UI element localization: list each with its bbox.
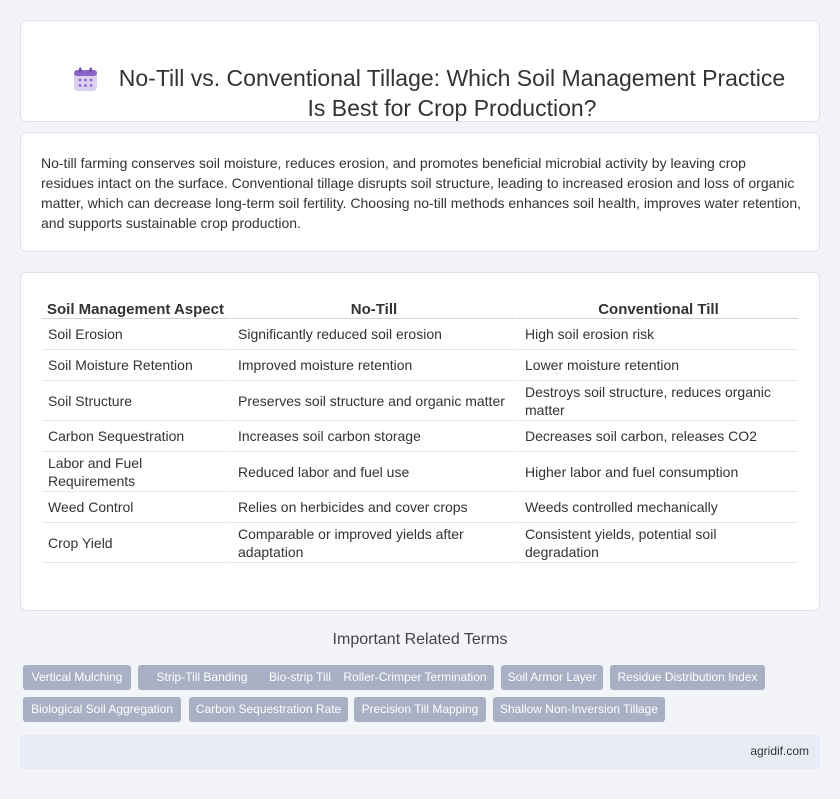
table-cell-conventional-till: High soil erosion risk [516, 319, 798, 350]
table-cell-conventional-till: Decreases soil carbon, releases CO2 [516, 421, 798, 452]
column-header-no-till: No-Till [229, 295, 516, 319]
calendar-icon [73, 67, 98, 92]
table-cell-conventional-till: Weeds controlled mechanically [516, 492, 798, 523]
table-row [42, 381, 798, 421]
tag-biological-soil-aggregation[interactable]: Biological Soil Aggregation [23, 697, 181, 722]
table-cell-conventional-till: Higher labor and fuel consumption [516, 452, 798, 492]
table-cell-aspect: Labor and Fuel Requirements [42, 452, 229, 492]
column-header-aspect: Soil Management Aspect [42, 295, 229, 319]
related-terms-heading: Important Related Terms [332, 631, 508, 648]
table-cell-no-till: Reduced labor and fuel use [229, 452, 516, 492]
tag-bio-strip-till[interactable]: Bio-strip Till [250, 665, 350, 690]
table-cell-aspect: Soil Moisture Retention [42, 350, 229, 381]
table-cell-no-till: Comparable or improved yields after adaptation [229, 523, 516, 563]
tag-residue-distribution-index[interactable]: Residue Distribution Index [610, 665, 765, 690]
tag-strip-till-banding[interactable]: Strip-Till Banding [138, 665, 266, 690]
column-header-conventional-till: Conventional Till [516, 295, 798, 319]
table-cell-conventional-till: Destroys soil structure, reduces organic matter [516, 381, 798, 421]
title-card [20, 20, 820, 122]
table-cell-no-till: Significantly reduced soil erosion [229, 319, 516, 350]
table-row [42, 319, 798, 350]
tag-shallow-non-inversion-tillage[interactable]: Shallow Non-Inversion Tillage [493, 697, 665, 722]
table-cell-no-till: Increases soil carbon storage [229, 421, 516, 452]
tag-soil-armor-layer[interactable]: Soil Armor Layer [501, 665, 603, 690]
table-cell-aspect: Carbon Sequestration [42, 421, 229, 452]
table-cell-aspect: Soil Erosion [42, 319, 229, 350]
table-cell-aspect: Soil Structure [42, 381, 229, 421]
table-row [42, 492, 798, 523]
tag-roller-crimper-termination[interactable]: Roller-Crimper Termination [336, 665, 494, 690]
summary-text: No-till farming conserves soil moisture, reduces erosion, and promotes beneficial microbial activity by leaving crop residues intact on the surface. Conventional tillage disrupts soil structure, leading to increased erosion and loss of organic matter, which can decrease long-term soil fertility. Choosing no-till methods enhances soil health, improves water retention, and supports sustainable crop production. [41, 155, 801, 231]
table-cell-aspect: Crop Yield [42, 523, 229, 563]
page-title: No-Till vs. Conventional Tillage: Which Soil Management Practice Is Best for Crop Production? [118, 65, 786, 121]
table-row [42, 350, 798, 381]
table-cell-aspect: Weed Control [42, 492, 229, 523]
tag-precision-till-mapping[interactable]: Precision Till Mapping [354, 697, 486, 722]
comparison-table [42, 295, 798, 563]
footer-site-link[interactable]: agridif.com [750, 744, 809, 758]
tag-carbon-sequestration-rate[interactable]: Carbon Sequestration Rate [189, 697, 348, 722]
table-row [42, 523, 798, 563]
table-header-row [42, 295, 798, 319]
table-row [42, 452, 798, 492]
table-cell-conventional-till: Consistent yields, potential soil degradation [516, 523, 798, 563]
table-cell-conventional-till: Lower moisture retention [516, 350, 798, 381]
footer [20, 735, 820, 769]
summary-card [20, 132, 820, 252]
tag-vertical-mulching[interactable]: Vertical Mulching [23, 665, 131, 690]
table-cell-no-till: Preserves soil structure and organic matter [229, 381, 516, 421]
table-cell-no-till: Relies on herbicides and cover crops [229, 492, 516, 523]
table-cell-no-till: Improved moisture retention [229, 350, 516, 381]
comparison-table-card [20, 272, 820, 611]
table-row [42, 421, 798, 452]
